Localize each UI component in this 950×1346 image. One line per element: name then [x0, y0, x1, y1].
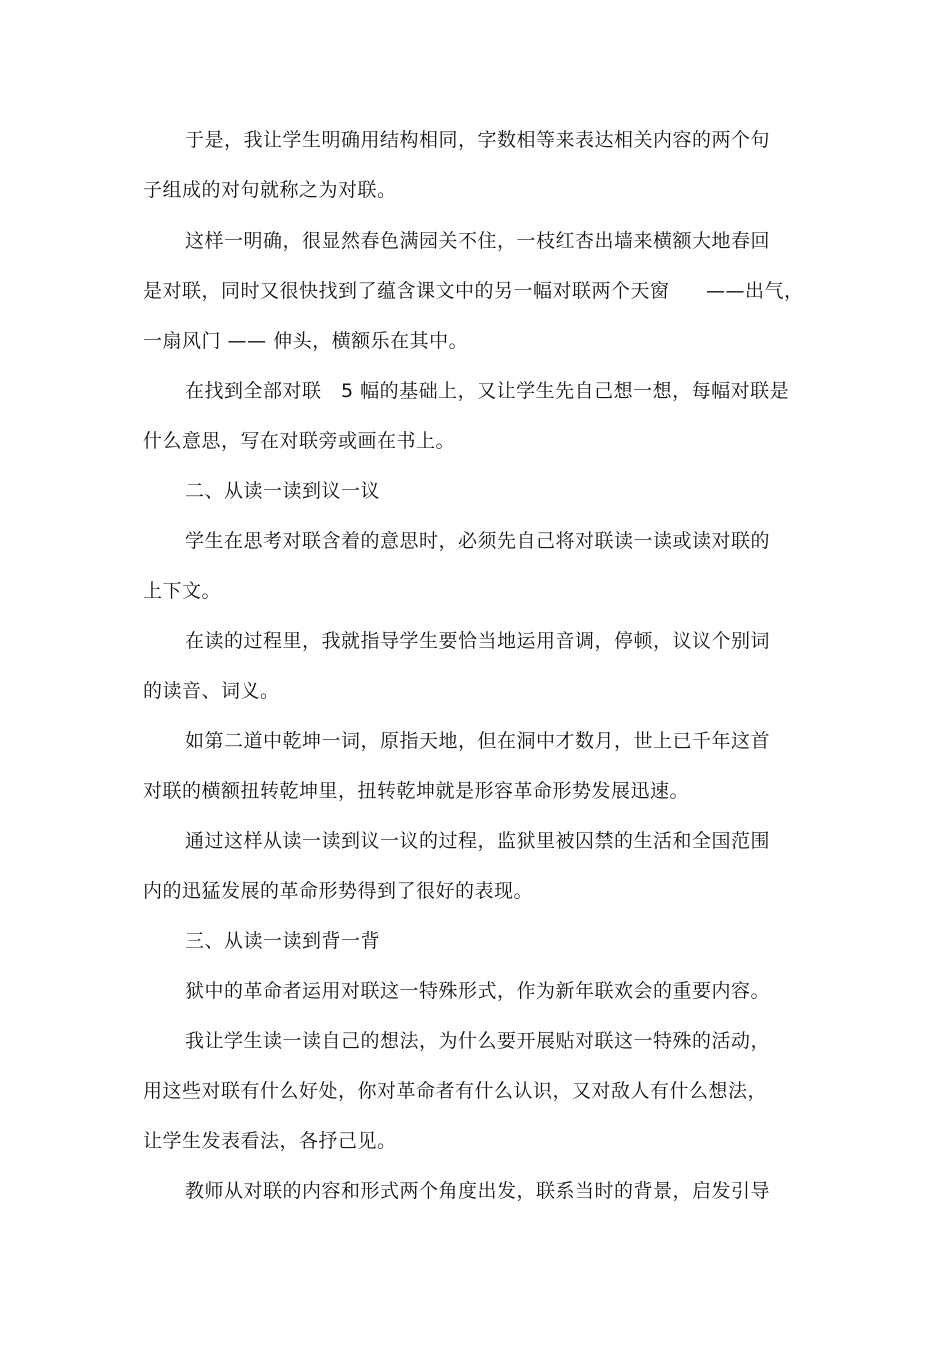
text-line: 对联的横额扭转乾坤里，扭转乾坤就是形容革命形势发展迅速。 [143, 780, 690, 802]
text-line: 我让学生读一读自己的想法，为什么要开展贴对联这一特殊的活动， [185, 1030, 771, 1052]
text-line: 的读音、词义。 [143, 680, 280, 702]
text-line: 这样一明确，很显然春色满园关不住，一枝红杏出墙来横额大地春回 [185, 230, 771, 252]
section-heading: 三、从读一读到背一背 [185, 930, 381, 952]
text-line: 教师从对联的内容和形式两个角度出发，联系当时的背景，启发引导 [185, 1180, 771, 1202]
text-line: 一扇风门 —— 伸头，横额乐在其中。 [143, 330, 469, 352]
text-line: 通过这样从读一读到议一议的过程，监狱里被囚禁的生活和全国范围 [185, 830, 771, 852]
text-line: 狱中的革命者运用对联这一特殊形式，作为新年联欢会的重要内容。 [185, 980, 771, 1002]
text-line: 在读的过程里，我就指导学生要恰当地运用音调，停顿，议议个别词 [185, 630, 771, 652]
text-line: 学生在思考对联含着的意思时，必须先自己将对联读一读或读对联的 [185, 530, 771, 552]
text-line: ——出气， [706, 280, 804, 302]
text-line: 是对联，同时又很快找到了蕴含课文中的另一幅对联两个天窗 [143, 280, 670, 302]
text-line: 于是，我让学生明确用结构相同，字数相等来表达相关内容的两个句 [185, 129, 771, 151]
text-line: 让学生发表看法，各抒己见。 [143, 1130, 397, 1152]
text-line: 如第二道中乾坤一词，原指天地，但在洞中才数月，世上已千年这首 [185, 730, 771, 752]
text-line: 用这些对联有什么好处，你对革命者有什么认识，又对敌人有什么想法， [143, 1080, 768, 1102]
text-line: 什么意思，写在对联旁或画在书上。 [143, 430, 456, 452]
text-line: 子组成的对句就称之为对联。 [143, 179, 397, 201]
section-heading: 二、从读一读到议一议 [185, 480, 381, 502]
text-line: 在找到全部对联 5 幅的基础上，又让学生先自己想一想，每幅对联是 [185, 380, 790, 402]
text-line: 内的迅猛发展的革命形势得到了很好的表现。 [143, 880, 534, 902]
text-line: 上下文。 [143, 580, 222, 602]
